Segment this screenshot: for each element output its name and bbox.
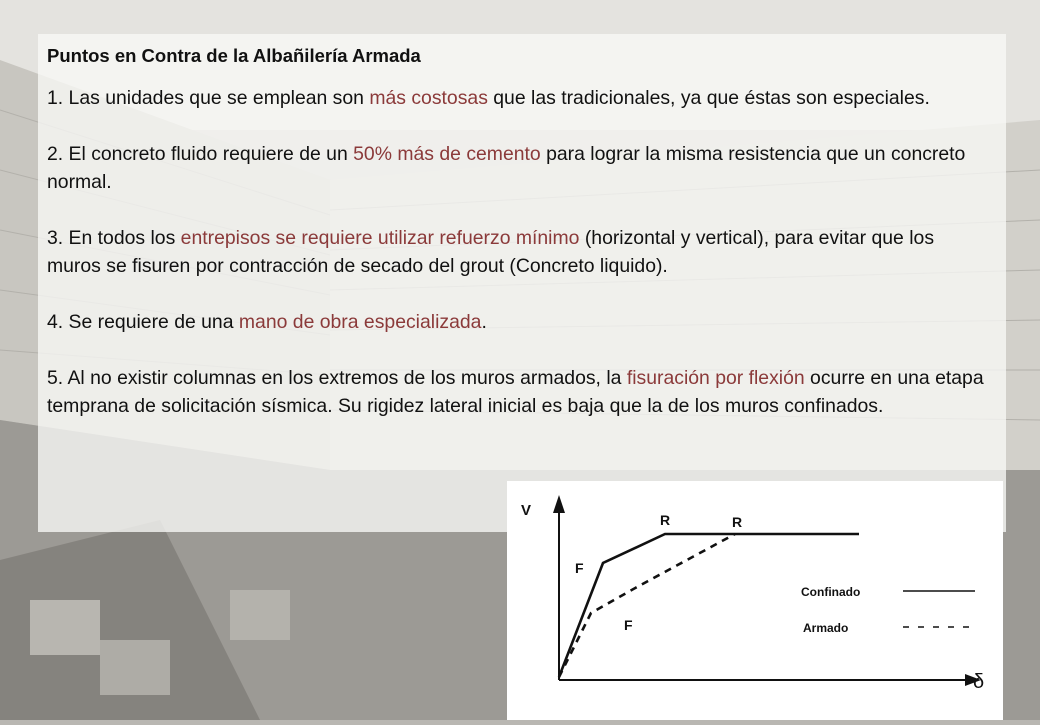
y-axis-arrow (553, 495, 565, 513)
diagram-svg (507, 481, 1003, 720)
point-4-text: 4. Se requiere de una (47, 311, 239, 333)
armado-r-label: R (732, 514, 743, 530)
y-axis-label: V (521, 502, 532, 519)
point-4-text-end: . (481, 311, 487, 333)
point-4 (47, 308, 992, 336)
shear-displacement-diagram (507, 481, 1003, 720)
slide-title: Puntos en Contra de la Albañilería Armada (47, 45, 421, 66)
point-3 (47, 224, 992, 280)
legend-confinado-label: Confinado (801, 585, 861, 599)
point-3-text-end: (horizontal y vertical), para evitar que los muros se fisuren por contracción de secado del grout (Concreto liquido). (47, 227, 935, 277)
confinado-curve (559, 534, 859, 677)
armado-f-label: F (624, 617, 633, 633)
content-text (47, 42, 992, 448)
point-3-highlight: entrepisos se requiere utilizar refuerzo mínimo (180, 227, 580, 249)
point-1-text: 1. Las unidades que se emplean son (47, 87, 370, 109)
point-4-highlight: mano de obra especializada (238, 311, 482, 333)
point-1-highlight: más costosas (369, 87, 488, 109)
point-2-text-end: para lograr la misma resistencia que un concreto normal. (47, 143, 966, 193)
point-1 (47, 84, 992, 112)
point-2-text: 2. El concreto fluido requiere de un (47, 143, 354, 165)
point-5-text: 5. Al no existir columnas en los extremos de los muros armados, la (47, 367, 627, 389)
point-2-highlight: 50% más de cemento (353, 143, 541, 165)
legend-armado-label: Armado (803, 621, 849, 635)
point-3-text: 3. En todos los (47, 227, 181, 249)
x-axis-label: δ (973, 671, 985, 693)
point-5-highlight: fisuración por flexión (626, 367, 805, 389)
point-1-text-end: que las tradicionales, ya que éstas son especiales. (487, 87, 930, 109)
point-2 (47, 140, 992, 196)
confinado-f-label: F (575, 560, 584, 576)
point-5 (47, 364, 992, 420)
point-5-text-end: ocurre en una etapa temprana de solicitación sísmica. Su rigidez lateral inicial es baja que la de los muros confinados. (47, 367, 984, 417)
confinado-r-label: R (660, 512, 671, 528)
